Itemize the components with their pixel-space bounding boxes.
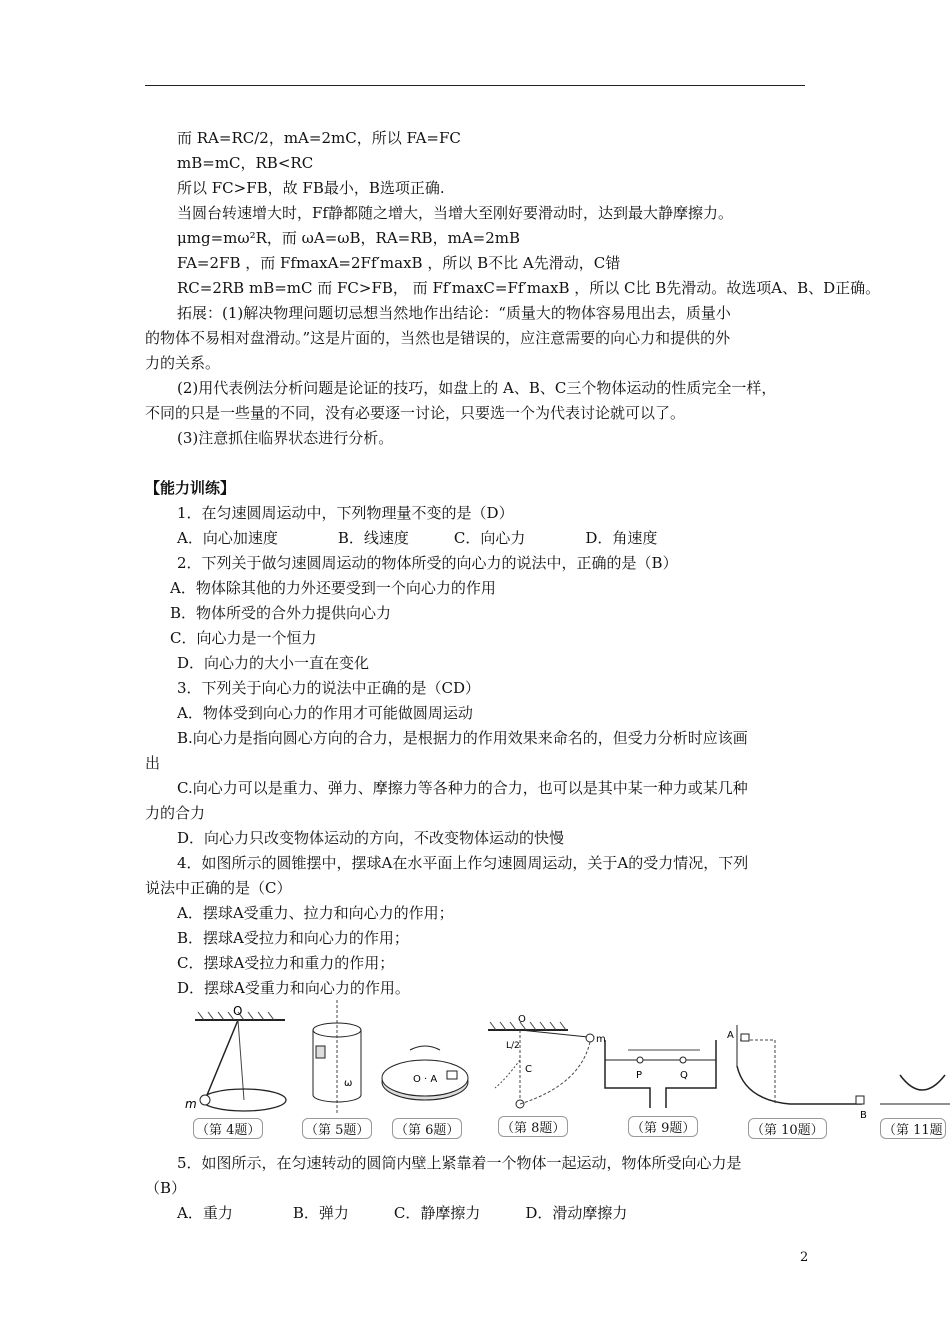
text-line: 当圆台转速增大时，Ff静都随之增大，当增大至刚好要滑动时，达到最大静摩擦力。	[177, 204, 733, 222]
text-line: A．物体除其他的力外还要受到一个向心力的作用	[170, 579, 496, 597]
svg-text:ω: ω	[344, 1078, 353, 1089]
figure-9-container	[605, 1040, 716, 1108]
text-line: A．物体受到向心力的作用才可能做圆周运动	[177, 704, 473, 722]
text-line: B．物体所受的合外力提供向心力	[170, 604, 392, 622]
label-b: B	[860, 1110, 867, 1121]
text-line: μmg=mω²R，而 ωA=ωB，RA=RB，mA=2mB	[177, 229, 520, 247]
text-line: 所以 FC>FB，故 FB最小，B选项正确.	[177, 179, 445, 197]
figure-10-track	[727, 1025, 867, 1121]
caption-fig-4: （第 4题）	[193, 1118, 263, 1139]
label-o8: O	[518, 1014, 526, 1025]
label-o: O	[233, 1004, 243, 1018]
text-line: A．向心加速度 B．线速度 C．向心力 D．角速度	[177, 529, 658, 547]
caption-fig-9: （第 9题）	[628, 1116, 698, 1137]
text-line: D．向心力的大小一直在变化	[177, 654, 370, 672]
text-line: 3．下列关于向心力的说法中正确的是（CD）	[177, 679, 481, 697]
figure-5-cylinder	[313, 1000, 361, 1115]
text-line: FA=2FB ，而 FfmaxA=2Ff′maxB ，所以 B不比 A先滑动，C错	[177, 254, 621, 272]
text-line: (2)用代表例法分析问题是论证的技巧，如盘上的 A、B、C三个物体运动的性质完全一样，	[177, 379, 777, 397]
figure-11-bowl	[880, 1075, 950, 1104]
label-l2: L/2	[506, 1041, 520, 1051]
label-c: C	[525, 1064, 532, 1075]
text-line: B．摆球A受拉力和向心力的作用；	[177, 929, 409, 947]
text-line: 【能力训练】	[145, 479, 236, 497]
text-line: 拓展：(1)解决物理问题切忌想当然地作出结论：“质量大的物体容易甩出去，质量小	[177, 304, 731, 322]
text-line: C．向心力是一个恒力	[170, 629, 317, 647]
text-line: D．向心力只改变物体运动的方向，不改变物体运动的快慢	[177, 829, 565, 847]
text-line: 2．下列关于做匀速圆周运动的物体所受的向心力的说法中，正确的是（B）	[177, 554, 678, 572]
text-line: 的物体不易相对盘滑动。”这是片面的，当然也是错误的，应注意需要的向心力和提供的外	[145, 329, 731, 347]
text-line: B.向心力是指向圆心方向的合力，是根据力的作用效果来命名的，但受力分析时应该画	[177, 729, 748, 747]
label-q: Q	[680, 1070, 688, 1081]
page-number: 2	[800, 1250, 809, 1265]
text-line: 说法中正确的是（C）	[145, 879, 292, 897]
text-line: 1．在匀速圆周运动中，下列物理量不变的是（D）	[177, 504, 514, 522]
header-rule	[145, 85, 805, 86]
text-line: 而 RA=RC/2，mA=2mC，所以 FA=FC	[177, 129, 461, 147]
text-line: C．摆球A受拉力和重力的作用；	[177, 954, 395, 972]
label-a: A	[727, 1030, 734, 1041]
text-line: 力的关系。	[145, 354, 221, 372]
text-line: RC=2RB mB=mC 而 FC>FB， 而 Ff′maxC=Ff′maxB ，所以 C比 B先滑动。故选项A、B、D正确。	[177, 279, 881, 297]
text-line: C.向心力可以是重力、弹力、摩擦力等各种力的合力，也可以是其中某一种力或某几种	[177, 779, 748, 797]
figure-4-conical-pendulum	[185, 1004, 286, 1111]
figure-6-disk	[382, 1046, 468, 1100]
label-oa: O · A	[413, 1074, 438, 1085]
label-p: P	[636, 1070, 643, 1081]
figure-8-pendulum	[488, 1014, 606, 1108]
text-line: A．摆球A受重力、拉力和向心力的作用；	[177, 904, 454, 922]
text-line: D．摆球A受重力和向心力的作用。	[177, 979, 410, 997]
text-line: (3)注意抓住临界状态进行分析。	[177, 429, 394, 447]
text-line: mB=mC，RB<RC	[177, 154, 314, 172]
label-m8: m	[596, 1034, 606, 1045]
caption-fig-10: （第 10题）	[748, 1118, 827, 1139]
caption-fig-8: （第 8题）	[498, 1116, 568, 1137]
text-line: 5．如图所示，在匀速转动的圆筒内壁上紧靠着一个物体一起运动，物体所受向心力是	[177, 1154, 742, 1172]
label-m: m	[185, 1097, 197, 1111]
text-line: A．重力 B．弹力 C．静摩擦力 D．滑动摩擦力	[177, 1204, 628, 1222]
text-line: 出	[145, 754, 161, 772]
caption-fig-6: （第 6题）	[392, 1118, 462, 1139]
caption-fig-5: （第 5题）	[302, 1118, 372, 1139]
text-line: （B）	[145, 1179, 187, 1197]
caption-fig-11: （第 11题	[880, 1118, 946, 1139]
text-line: 力的合力	[145, 804, 206, 822]
text-line: 4．如图所示的圆锥摆中，摆球A在水平面上作匀速圆周运动，关于A的受力情况，下列	[177, 854, 749, 872]
text-line: 不同的只是一些量的不同，没有必要逐一讨论，只要选一个为代表讨论就可以了。	[145, 404, 686, 422]
